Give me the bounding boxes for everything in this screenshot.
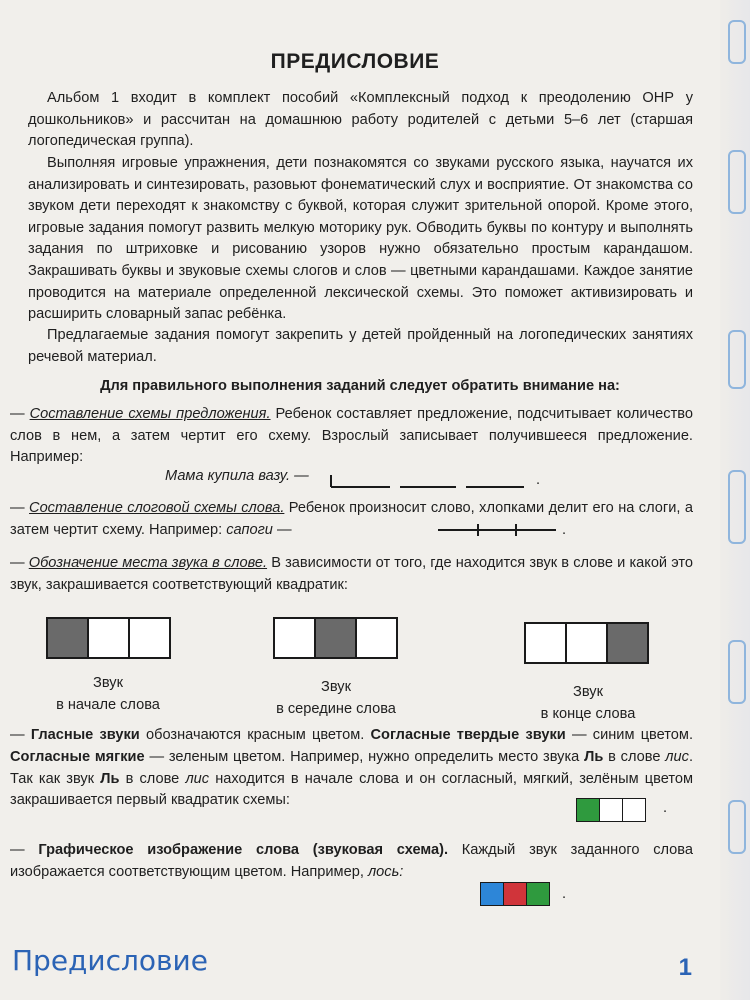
caption-line: Звук — [573, 684, 603, 700]
scheme-los-end: . — [562, 886, 567, 902]
dash: — — [10, 727, 25, 743]
example-word: лис — [185, 770, 210, 787]
caption-sound-end — [508, 681, 668, 725]
footer-section-title: Предисловие — [12, 944, 208, 977]
example-word: лис — [665, 748, 689, 765]
scheme-sound-end — [524, 622, 649, 664]
square — [600, 799, 623, 821]
text: . Так как звук — [10, 748, 694, 787]
item-sound-position-text: В зависимости от того, где находится звук в слове и какой это звук, закрашивается соответствующий квадратик: — [10, 555, 693, 593]
attention-heading: Для правильного выполнения заданий следует обратить внимание на: — [100, 378, 620, 394]
scheme-sound-start — [46, 617, 171, 659]
scheme-lis — [576, 798, 646, 822]
item-syllable-text: Ребенок произносит слово, хлопками делит его на слоги, а затем чертит схему. Например: — [10, 500, 693, 538]
square-filled — [48, 619, 89, 657]
page-title: ПРЕДИСЛОВИЕ — [270, 50, 440, 73]
square — [526, 624, 567, 662]
item-sentence-scheme — [10, 404, 693, 469]
sentence-scheme-drawing — [328, 472, 528, 490]
caption-line: в середине слова — [276, 701, 396, 717]
paragraph-3: Предлагаемые задания помогут закрепить у детей пройденный на логопедических занятиях речевой материал. — [28, 327, 693, 365]
text: — зеленым цветом. Например, нужно определить место звука — [144, 748, 585, 765]
dash: — — [10, 555, 25, 571]
item-sound-position — [10, 553, 693, 596]
caption-line: Звук — [93, 675, 123, 691]
decorative-border — [720, 0, 750, 1000]
square-red — [504, 883, 527, 905]
item-sentence-text: Ребенок составляет предложение, подсчитывает количество слов в нем, а затем чертит его схему. Взрослый записывает получившееся предложение. Например: — [10, 406, 693, 466]
square-filled — [608, 624, 647, 662]
square-blue — [481, 883, 504, 905]
term-soft-consonants: Согласные мягкие — [10, 748, 145, 765]
text: обозначаются красным цветом. — [139, 727, 371, 743]
caption-line: в начале слова — [56, 697, 160, 713]
item-sound-scheme — [10, 840, 693, 883]
term-graphic-word: Графическое изображение слова (звуковая схема). — [38, 842, 449, 858]
text: — синим цветом. — [565, 727, 694, 743]
square — [567, 624, 608, 662]
text: находится в начале слова и он согласный, мягкий, зелёным цветом закрашивается первый квадратик схемы: — [10, 770, 694, 809]
square — [275, 619, 316, 657]
term-sound-position: Обозначение места звука в слове. — [28, 555, 268, 571]
syllable-example-end: . — [562, 522, 567, 538]
caption-line: в конце слова — [540, 706, 636, 722]
square — [89, 619, 130, 657]
caption-sound-start — [28, 672, 188, 716]
item-syllable-scheme — [10, 498, 693, 541]
syllable-example-dash: — — [272, 521, 292, 538]
paragraph-1: Альбом 1 входит в комплект пособий «Комплексный подход к преодолению ОНР у дошкольников» и рассчитан на домашнюю работу родителей с детьми 5–6 лет (старшая логопедическая группа). — [28, 90, 693, 150]
example-word: лось: — [367, 863, 404, 880]
square-filled — [316, 619, 357, 657]
term-syllable-scheme: Составление слоговой схемы слова. — [29, 500, 285, 516]
sound-name: Ль — [584, 748, 604, 765]
term-sentence-scheme: Составление схемы предложения. — [29, 406, 271, 422]
sentence-example-text: Мама купила вазу. — — [165, 468, 309, 484]
scheme-los — [480, 882, 550, 906]
dash: — — [10, 500, 25, 516]
caption-sound-middle — [256, 676, 416, 720]
text: Каждый звук заданного слова изображается соответствующим цветом. Например, — [10, 842, 694, 880]
scheme-lis-end: . — [663, 800, 668, 816]
sentence-example-end: . — [536, 472, 541, 488]
caption-line: Звук — [321, 679, 351, 695]
page-number: 1 — [678, 954, 692, 981]
scheme-sound-middle — [273, 617, 398, 659]
paragraph-2: Выполняя игровые упражнения, дети познакомятся со звуками русского языка, научатся их анализировать и синтезировать, разовьют фонематический слух и восприятие. От знакомства со звуком дети переходят к знакомству с буквой, которая служит зрительной опорой. Кроме этого, игровые задания помогут развить мелкую моторику рук. Обводить буквы по контуру и выполнять задания по штриховке и рисованию узоров нужно обязательно простым карандашом. Закрашивать буквы и звуковые схемы слогов и слов — цветными карандашами. Каждое занятие проводится на материале определенной лексической схемы. Это поможет активизировать и расширить словарный запас ребёнка. — [28, 155, 693, 323]
sentence-example — [165, 468, 309, 484]
sound-name: Ль — [100, 770, 120, 787]
term-hard-consonants: Согласные твердые звуки — [370, 727, 566, 743]
square-green — [527, 883, 549, 905]
square — [623, 799, 645, 821]
dash: — — [10, 842, 25, 858]
square — [130, 619, 169, 657]
square-green — [577, 799, 600, 821]
text: в слове — [119, 770, 186, 787]
syllable-example-word: сапоги — [226, 521, 273, 538]
text: в слове — [603, 748, 666, 765]
term-vowels: Гласные звуки — [30, 727, 140, 743]
dash: — — [10, 406, 25, 422]
syllable-scheme-drawing — [438, 520, 558, 538]
square — [357, 619, 396, 657]
